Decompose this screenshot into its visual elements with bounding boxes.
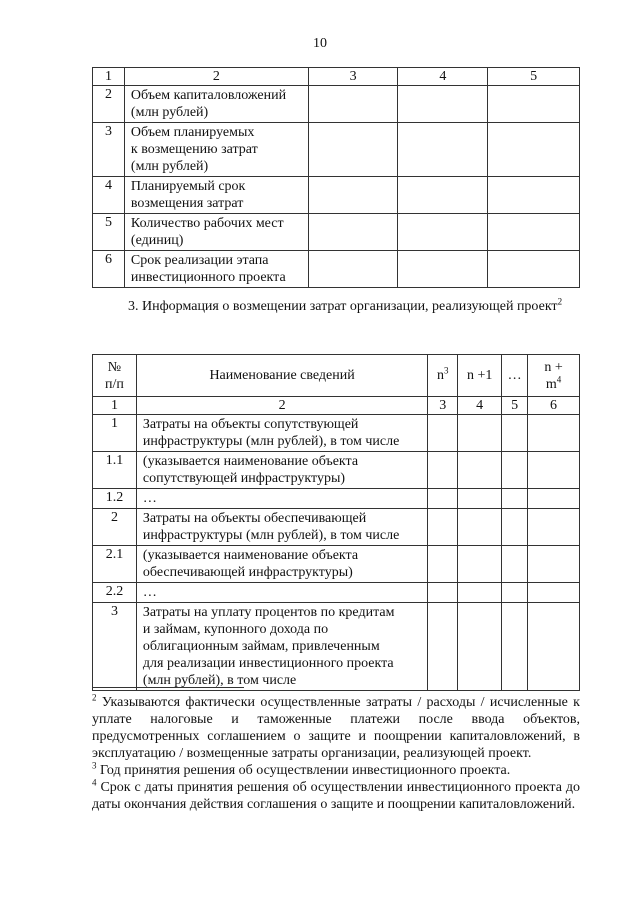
value-cell [458, 546, 502, 583]
row-label [136, 603, 427, 691]
label-line: инвестиционного проекта [130, 270, 286, 285]
value-cell [528, 415, 580, 452]
value-cell [488, 214, 580, 251]
label-line: Затраты на объекты сопутствующей [142, 417, 359, 432]
footnotes [92, 694, 580, 813]
value-cell [398, 251, 488, 288]
row-label [136, 489, 427, 509]
footnote-4 [92, 779, 580, 813]
label-line: возмещения затрат [130, 196, 244, 211]
table-row [93, 509, 580, 546]
row-label [136, 415, 427, 452]
header-cell-n-plus-1: n +1 [458, 355, 502, 397]
value-cell [528, 489, 580, 509]
footnote-mark: 4 [92, 777, 97, 788]
index-cell: 1 [93, 397, 137, 415]
project-indicators-table [92, 67, 580, 288]
value-cell [428, 415, 458, 452]
value-cell [458, 415, 502, 452]
label-line: Планируемый срок [130, 179, 246, 194]
footnote-ref: 2 [557, 296, 563, 307]
label-line: Объем планируемых [130, 125, 255, 140]
value-cell [308, 123, 398, 177]
value-cell [458, 603, 502, 691]
footnote-ref: 3 [444, 365, 449, 376]
header-cell-name: Наименование сведений [136, 355, 427, 397]
footnote-ref: 4 [556, 373, 562, 384]
label-line: сопутствующей инфраструктуры) [142, 471, 346, 486]
label-line: … [142, 585, 157, 600]
table-row [93, 177, 580, 214]
footnote-separator [92, 687, 244, 688]
value-cell [502, 546, 528, 583]
value-cell [528, 452, 580, 489]
header-cell: 4 [398, 68, 488, 86]
row-label [136, 452, 427, 489]
header-text: n + [544, 359, 563, 375]
row-number: 4 [93, 177, 125, 214]
index-cell: 2 [136, 397, 427, 415]
header-text: m [545, 376, 557, 392]
label-line: для реализации инвестиционного проекта [142, 656, 394, 671]
label-line: обеспечивающей инфраструктуры) [142, 565, 353, 580]
label-line: и займам, купонного дохода по [142, 622, 329, 637]
row-label [124, 123, 308, 177]
header-cell: 1 [93, 68, 125, 86]
value-cell [458, 452, 502, 489]
footnote-2 [92, 694, 580, 762]
value-cell [502, 603, 528, 691]
row-label [124, 86, 308, 123]
header-cell-dots: … [502, 355, 528, 397]
table-row [93, 251, 580, 288]
table-row [93, 214, 580, 251]
label-line: … [142, 491, 157, 506]
table-row [93, 489, 580, 509]
footnote-text: Год принятия решения об осуществлении инвестиционного проекта. [96, 763, 511, 778]
value-cell [398, 214, 488, 251]
table-row [93, 415, 580, 452]
label-line: Затраты на объекты обеспечивающей [142, 511, 367, 526]
table-row [93, 86, 580, 123]
header-text [528, 373, 579, 393]
table-row [93, 452, 580, 489]
row-number: 3 [93, 123, 125, 177]
value-cell [528, 509, 580, 546]
row-number: 2 [93, 86, 125, 123]
row-label [124, 214, 308, 251]
header-text: № [107, 359, 122, 375]
label-line: Объем капиталовложений [130, 88, 287, 103]
header-cell-number [93, 355, 137, 397]
value-cell [398, 86, 488, 123]
row-label [124, 251, 308, 288]
value-cell [458, 583, 502, 603]
label-line: Затраты на уплату процентов по кредитам [142, 605, 395, 620]
value-cell [502, 509, 528, 546]
value-cell [428, 583, 458, 603]
label-line: (указывается наименование объекта [142, 548, 359, 563]
section-3-text: 3. Информация о возмещении затрат организации, реализующей проект [128, 299, 558, 314]
footnote-3 [92, 762, 580, 779]
row-number: 2.1 [93, 546, 137, 583]
label-line: Срок реализации этапа [130, 253, 269, 268]
label-line: облигационным займам, привлеченным [142, 639, 380, 654]
index-cell: 5 [502, 397, 528, 415]
label-line: (млн рублей) [130, 159, 209, 174]
table-row [93, 546, 580, 583]
value-cell [488, 86, 580, 123]
value-cell [428, 452, 458, 489]
row-number: 2 [93, 509, 137, 546]
header-cell-n-plus-m [528, 355, 580, 397]
label-line: (млн рублей) [130, 105, 209, 120]
row-label [136, 583, 427, 603]
value-cell [502, 489, 528, 509]
value-cell [502, 583, 528, 603]
value-cell [428, 603, 458, 691]
table-header-row [93, 355, 580, 397]
header-text: n [437, 368, 445, 383]
row-number: 1.1 [93, 452, 137, 489]
label-line: (указывается наименование объекта [142, 454, 359, 469]
row-number: 5 [93, 214, 125, 251]
table-row [93, 603, 580, 691]
header-cell: 2 [124, 68, 308, 86]
label-line: (млн рублей), в том числе [142, 673, 297, 688]
value-cell [488, 177, 580, 214]
row-number: 3 [93, 603, 137, 691]
header-text: п/п [105, 376, 124, 392]
value-cell [428, 509, 458, 546]
header-cell: 3 [308, 68, 398, 86]
footnote-text: Указываются фактически осуществленные затраты / расходы / исчисленные к уплате налоговые и таможенные платежи после ввода объектов, предусмотренных соглашением о защите и поощрении капиталовложений, в эксплуатацию / возмещенные затраты организации, реализующей проект. [92, 695, 580, 761]
value-cell [528, 583, 580, 603]
value-cell [528, 546, 580, 583]
value-cell [428, 489, 458, 509]
row-label [136, 509, 427, 546]
value-cell [308, 86, 398, 123]
value-cell [428, 546, 458, 583]
value-cell [308, 214, 398, 251]
section-3-heading [92, 298, 580, 315]
value-cell [488, 251, 580, 288]
row-label [136, 546, 427, 583]
header-cell-n [428, 355, 458, 397]
row-number: 6 [93, 251, 125, 288]
value-cell [502, 415, 528, 452]
label-line: инфраструктуры (млн рублей), в том числе [142, 528, 400, 543]
row-number: 1 [93, 415, 137, 452]
index-row [93, 397, 580, 415]
value-cell [458, 509, 502, 546]
footnote-text: Срок с даты принятия решения об осуществлении инвестиционного проекта до даты окончания действия соглашения о защите и поощрении капиталовложений. [92, 780, 580, 812]
row-number: 1.2 [93, 489, 137, 509]
value-cell [398, 123, 488, 177]
index-cell: 3 [428, 397, 458, 415]
table-row [93, 123, 580, 177]
footnote-mark: 3 [92, 760, 97, 771]
table-header-row [93, 68, 580, 86]
index-cell: 6 [528, 397, 580, 415]
label-line: Количество рабочих мест [130, 216, 284, 231]
value-cell [458, 489, 502, 509]
header-cell: 5 [488, 68, 580, 86]
value-cell [308, 251, 398, 288]
row-label [124, 177, 308, 214]
page-number: 10 [313, 36, 327, 51]
footnote-mark: 2 [92, 692, 97, 703]
index-cell: 4 [458, 397, 502, 415]
value-cell [488, 123, 580, 177]
value-cell [528, 603, 580, 691]
label-line: к возмещению затрат [130, 142, 258, 157]
cost-reimbursement-table [92, 354, 580, 691]
value-cell [308, 177, 398, 214]
row-number: 2.2 [93, 583, 137, 603]
label-line: (единиц) [130, 233, 184, 248]
label-line: инфраструктуры (млн рублей), в том числе [142, 434, 400, 449]
table-row [93, 583, 580, 603]
value-cell [502, 452, 528, 489]
value-cell [398, 177, 488, 214]
